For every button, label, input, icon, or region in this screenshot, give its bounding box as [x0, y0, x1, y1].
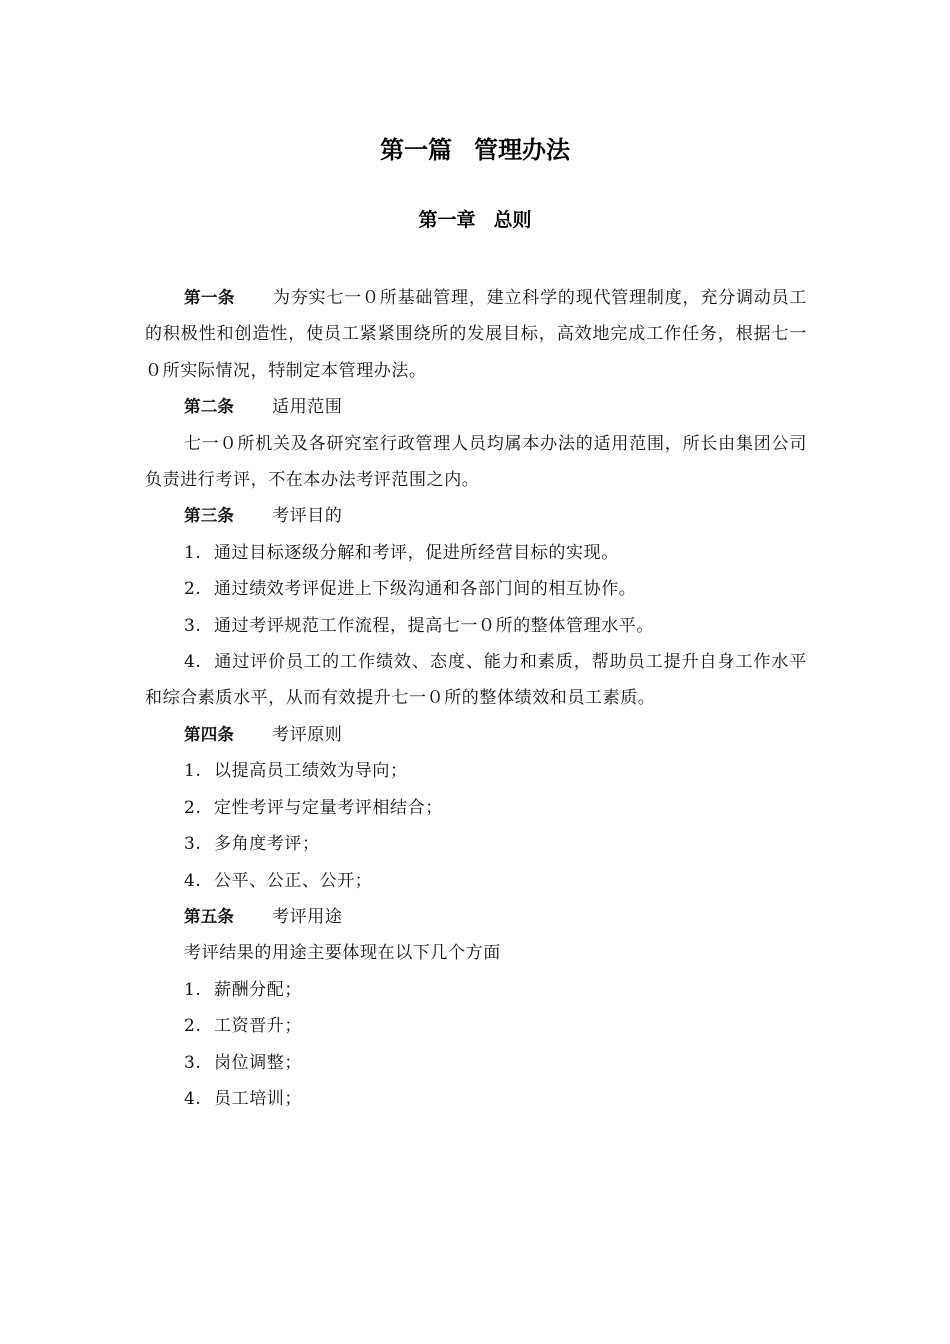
list-text: 薪酬分配；: [214, 979, 302, 1000]
list-item: [145, 1081, 807, 1117]
list-text: 通过考评规范工作流程，提高七一０所的整体管理水平。: [214, 615, 654, 636]
part-label: 第一篇: [380, 136, 452, 164]
list-number: 1.: [184, 542, 202, 563]
list-item: [145, 1045, 807, 1081]
article-heading: 考评用途: [272, 906, 343, 927]
list-item: [145, 790, 807, 826]
list-number: 1.: [184, 979, 202, 1000]
article-label: 第二条: [184, 397, 235, 417]
article-label: 第三条: [184, 506, 235, 526]
article-heading: 考评原则: [272, 724, 343, 745]
article-5-intro: 考评结果的用途主要体现在以下几个方面: [184, 943, 501, 964]
list-text: 通过评价员工的工作绩效、态度、能力和素质，帮助员工提升自身工作水平和综合素质水平，从而有效提升七一０所的整体绩效和员工素质。: [145, 652, 807, 709]
list-item: [145, 644, 807, 717]
chapter-title: [0, 204, 950, 236]
part-name: 管理办法: [474, 136, 570, 164]
list-item: [145, 863, 807, 899]
list-number: 3.: [184, 834, 202, 855]
article-label: 第一条: [184, 288, 235, 307]
list-text: 定性考评与定量考评相结合；: [214, 797, 443, 818]
article-1: [145, 280, 807, 389]
list-number: 3.: [184, 615, 202, 636]
chapter-label: 第一章: [418, 209, 476, 231]
list-number: 4.: [184, 652, 202, 673]
list-number: 2.: [184, 797, 202, 818]
article-5-heading: [145, 899, 807, 935]
list-number: 2.: [184, 1016, 202, 1037]
document-body: [145, 280, 807, 1117]
article-2-text: 七一０所机关及各研究室行政管理人员均属本办法的适用范围，所长由集团公司负责进行考评，不在本办法考评范围之内。: [145, 433, 807, 491]
list-text: 通过绩效考评促进上下级沟通和各部门间的相互协作。: [214, 579, 637, 600]
list-item: [145, 608, 807, 644]
list-text: 员工培训；: [214, 1088, 302, 1109]
list-number: 3.: [184, 1052, 202, 1073]
article-heading: 考评目的: [272, 506, 343, 527]
chapter-name: 总则: [493, 209, 532, 231]
list-text: 通过目标逐级分解和考评，促进所经营目标的实现。: [214, 542, 619, 563]
list-item: [145, 753, 807, 789]
list-number: 4.: [184, 1088, 202, 1109]
list-item: [145, 1008, 807, 1044]
list-number: 4.: [184, 870, 202, 891]
list-text: 以提高员工绩效为导向；: [214, 761, 408, 782]
article-label: 第四条: [184, 724, 235, 744]
part-title: [0, 132, 950, 168]
article-heading: 适用范围: [272, 397, 343, 418]
list-text: 多角度考评；: [214, 834, 320, 855]
list-text: 岗位调整；: [214, 1052, 302, 1073]
article-4-heading: [145, 717, 807, 753]
article-2-heading: [145, 389, 807, 425]
article-3-heading: [145, 498, 807, 534]
list-text: 工资晋升；: [214, 1016, 302, 1037]
article-label: 第五条: [184, 906, 235, 926]
article-text: 为夯实七一０所基础管理，建立科学的现代管理制度，充分调动员工的积极性和创造性，使员工紧紧围绕所的发展目标，高效地完成工作任务，根据七一０所实际情况，特制定本管理办法。: [145, 288, 807, 381]
list-number: 1.: [184, 761, 202, 782]
list-number: 2.: [184, 579, 202, 600]
list-item: [145, 826, 807, 862]
list-item: [145, 571, 807, 607]
list-text: 公平、公正、公开；: [214, 870, 373, 891]
list-item: [145, 972, 807, 1008]
list-item: [145, 535, 807, 571]
